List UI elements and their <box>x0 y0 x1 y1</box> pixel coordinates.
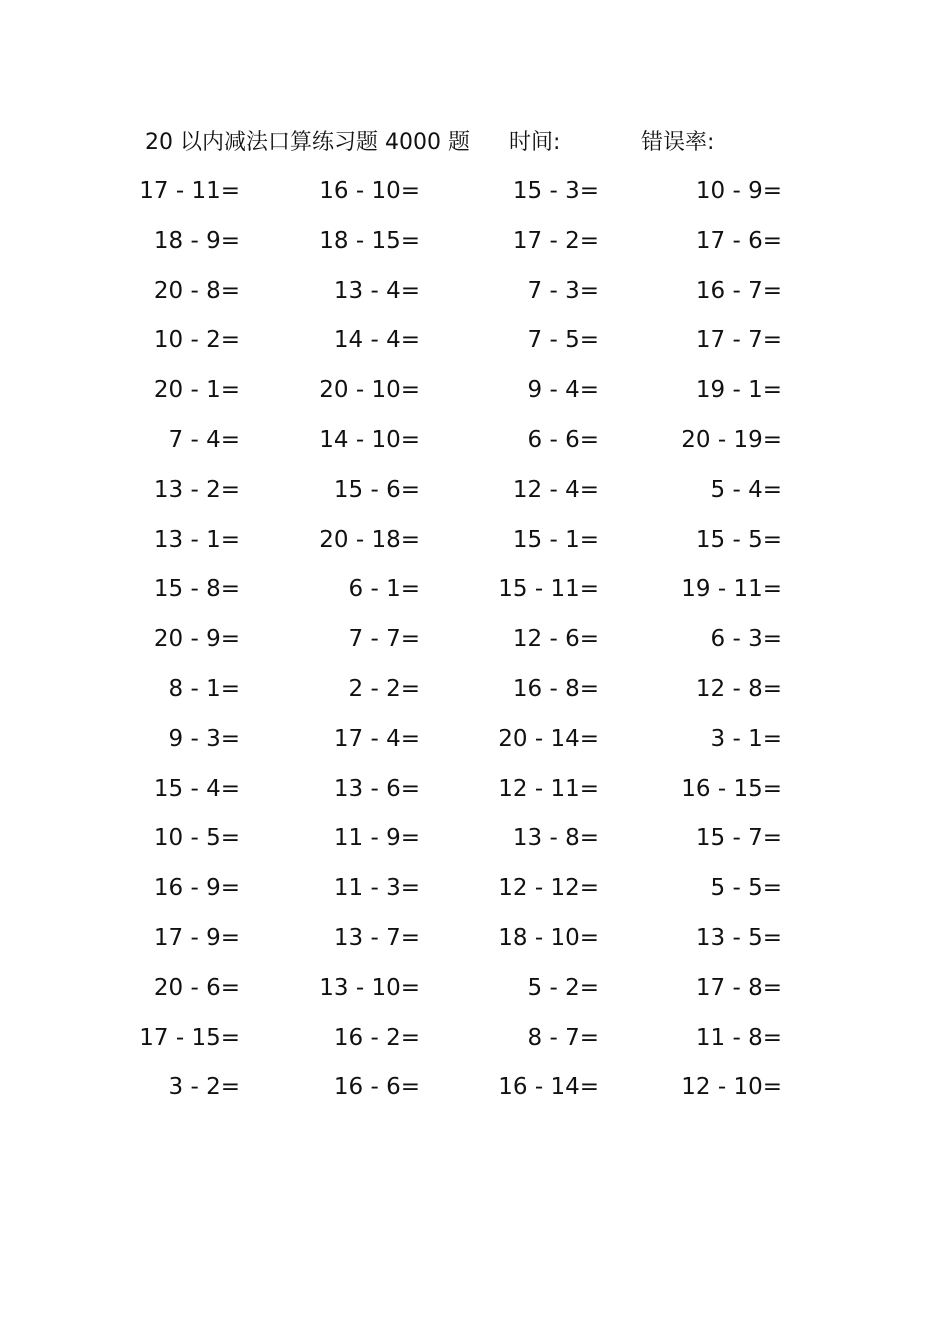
problem-item: 16 - 8= <box>512 675 599 702</box>
problem-row <box>128 167 808 217</box>
problem-row <box>128 665 808 715</box>
problem-item: 17 - 15= <box>139 1024 240 1051</box>
problem-item: 12 - 4= <box>512 476 599 503</box>
problem-row <box>128 516 808 566</box>
problem-row <box>128 267 808 317</box>
problem-item: 16 - 14= <box>498 1074 599 1101</box>
problem-item: 5 - 4= <box>710 476 782 503</box>
problem-item: 17 - 7= <box>695 327 782 354</box>
problem-item: 18 - 10= <box>498 924 599 951</box>
problem-item: 7 - 5= <box>527 327 599 354</box>
problem-item: 17 - 9= <box>153 924 240 951</box>
problem-item: 20 - 6= <box>153 974 240 1001</box>
problem-item: 3 - 2= <box>168 1074 240 1101</box>
problem-item: 5 - 5= <box>710 875 782 902</box>
problem-row <box>128 217 808 267</box>
problem-item: 16 - 6= <box>333 1074 420 1101</box>
problem-row <box>128 864 808 914</box>
problem-item: 13 - 7= <box>333 924 420 951</box>
problem-item: 15 - 8= <box>153 576 240 603</box>
problem-item: 16 - 9= <box>153 875 240 902</box>
problem-item: 12 - 10= <box>681 1074 782 1101</box>
problem-item: 20 - 18= <box>319 526 420 553</box>
problem-item: 20 - 19= <box>681 426 782 453</box>
problem-item: 15 - 5= <box>695 526 782 553</box>
problem-item: 17 - 8= <box>695 974 782 1001</box>
problem-row <box>128 914 808 964</box>
problem-item: 20 - 8= <box>153 277 240 304</box>
problem-item: 8 - 7= <box>527 1024 599 1051</box>
problem-row <box>128 1014 808 1064</box>
problem-item: 13 - 10= <box>319 974 420 1001</box>
problem-item: 19 - 1= <box>695 377 782 404</box>
problem-row <box>128 316 808 366</box>
error-rate-label: 错误率: <box>641 130 715 155</box>
problem-item: 16 - 2= <box>333 1024 420 1051</box>
problem-item: 16 - 7= <box>695 277 782 304</box>
problem-item: 20 - 9= <box>153 626 240 653</box>
problem-item: 14 - 10= <box>319 426 420 453</box>
problem-row <box>128 814 808 864</box>
problem-item: 8 - 1= <box>168 675 240 702</box>
problem-item: 5 - 2= <box>527 974 599 1001</box>
problem-item: 15 - 7= <box>695 825 782 852</box>
problem-item: 19 - 11= <box>681 576 782 603</box>
problem-item: 13 - 1= <box>153 526 240 553</box>
problem-item: 6 - 1= <box>348 576 420 603</box>
problem-item: 10 - 9= <box>695 178 782 204</box>
problem-item: 15 - 6= <box>333 476 420 503</box>
problem-item: 14 - 4= <box>333 327 420 354</box>
problem-item: 15 - 11= <box>498 576 599 603</box>
problem-row <box>128 615 808 665</box>
problem-item: 15 - 3= <box>512 178 599 204</box>
problem-item: 15 - 4= <box>153 775 240 802</box>
problem-item: 10 - 5= <box>153 825 240 852</box>
problem-item: 20 - 14= <box>498 725 599 752</box>
problem-item: 10 - 2= <box>153 327 240 354</box>
problem-item: 17 - 4= <box>333 725 420 752</box>
problem-row <box>128 565 808 615</box>
problem-item: 11 - 9= <box>333 825 420 852</box>
problem-item: 13 - 4= <box>333 277 420 304</box>
problem-item: 20 - 10= <box>319 377 420 404</box>
problem-item: 17 - 6= <box>695 227 782 254</box>
problem-item: 20 - 1= <box>153 377 240 404</box>
problem-item: 12 - 12= <box>498 875 599 902</box>
problem-item: 13 - 6= <box>333 775 420 802</box>
problem-item: 12 - 11= <box>498 775 599 802</box>
problem-item: 9 - 4= <box>527 377 599 404</box>
problem-item: 7 - 7= <box>348 626 420 653</box>
worksheet-title: 20 以内减法口算练习题 4000 题 <box>145 130 470 155</box>
problem-item: 11 - 8= <box>695 1024 782 1051</box>
problem-item: 12 - 6= <box>512 626 599 653</box>
problem-item: 9 - 3= <box>168 725 240 752</box>
problem-row <box>128 765 808 815</box>
problem-item: 13 - 5= <box>695 924 782 951</box>
problem-row <box>128 715 808 765</box>
worksheet-header <box>145 126 785 160</box>
problem-item: 16 - 15= <box>681 775 782 802</box>
problem-item: 18 - 15= <box>319 227 420 254</box>
problem-item: 6 - 3= <box>710 626 782 653</box>
problem-item: 17 - 2= <box>512 227 599 254</box>
problem-grid <box>128 167 808 1113</box>
problem-item: 13 - 2= <box>153 476 240 503</box>
problem-row <box>128 416 808 466</box>
problem-item: 7 - 3= <box>527 277 599 304</box>
problem-row <box>128 1063 808 1113</box>
problem-item: 3 - 1= <box>710 725 782 752</box>
problem-item: 2 - 2= <box>348 675 420 702</box>
problem-item: 16 - 10= <box>319 178 420 204</box>
problem-item: 12 - 8= <box>695 675 782 702</box>
problem-row <box>128 964 808 1014</box>
problem-item: 15 - 1= <box>512 526 599 553</box>
problem-item: 6 - 6= <box>527 426 599 453</box>
problem-row <box>128 366 808 416</box>
problem-item: 7 - 4= <box>168 426 240 453</box>
problem-item: 18 - 9= <box>153 227 240 254</box>
problem-item: 17 - 11= <box>139 178 240 204</box>
problem-item: 11 - 3= <box>333 875 420 902</box>
problem-item: 13 - 8= <box>512 825 599 852</box>
problem-row <box>128 466 808 516</box>
time-label: 时间: <box>509 130 561 155</box>
